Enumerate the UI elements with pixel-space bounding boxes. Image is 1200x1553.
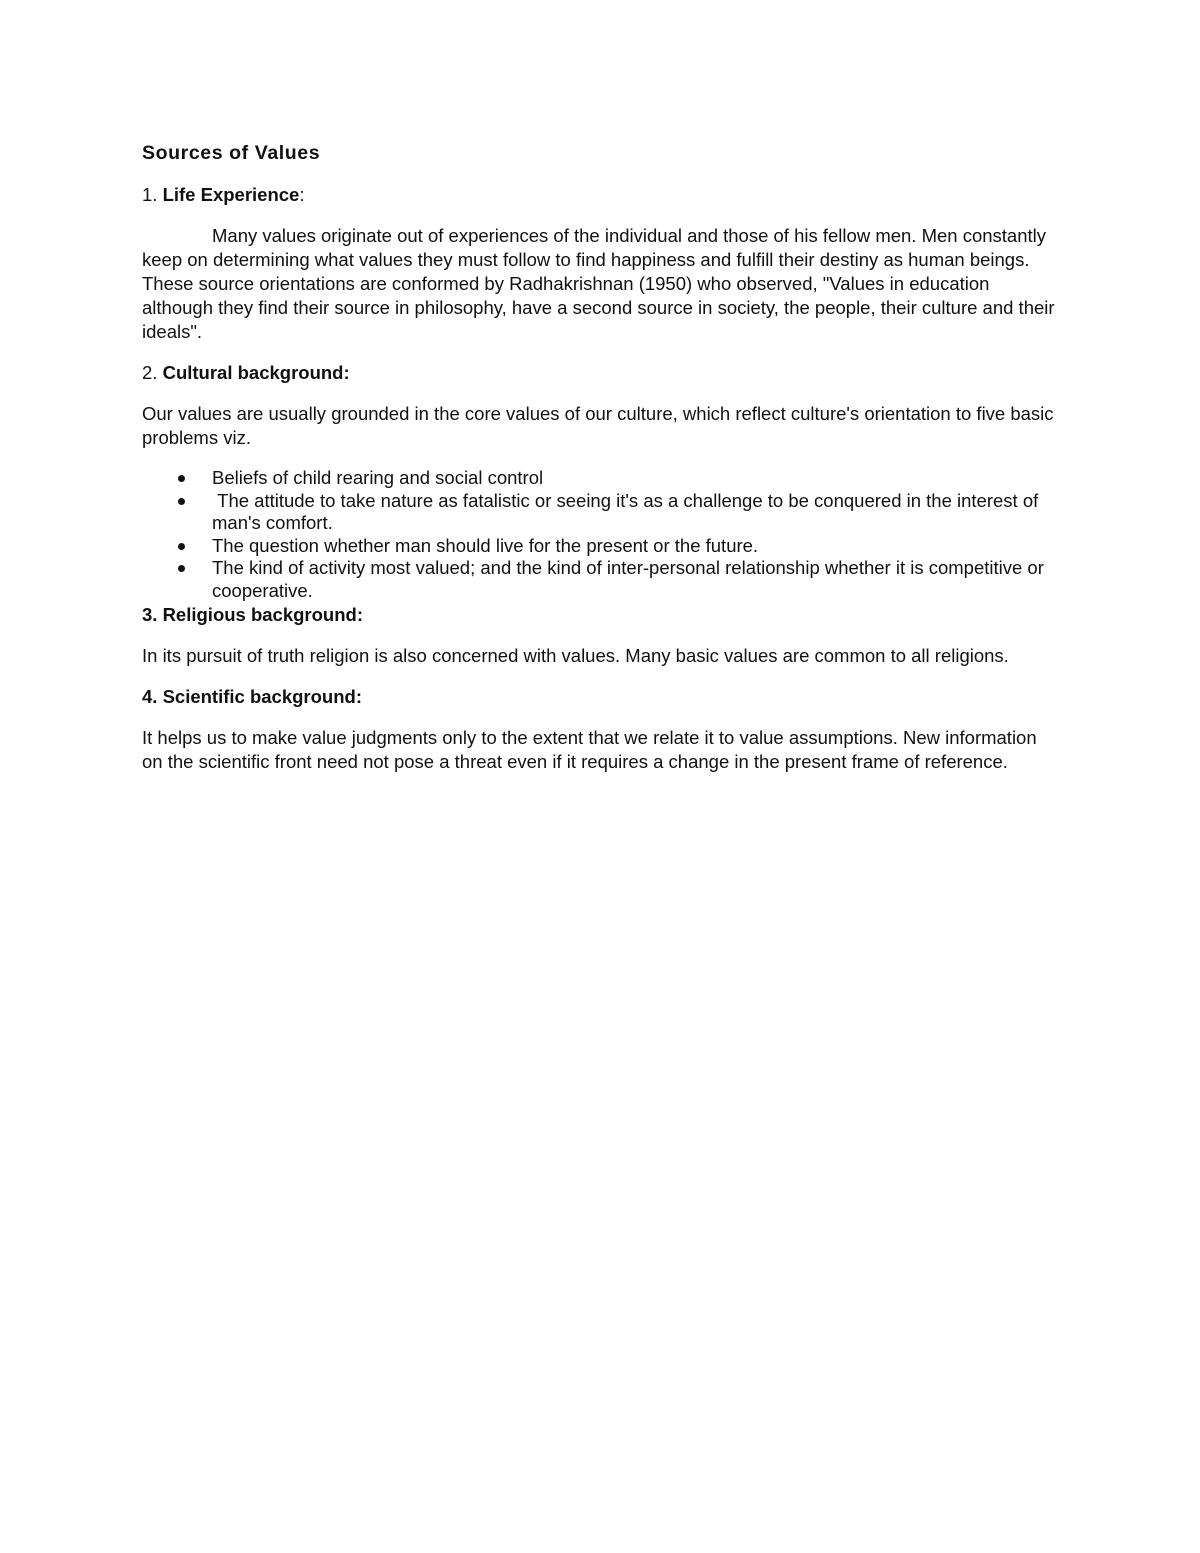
- document-content: [142, 140, 1062, 791]
- bullet-icon: [178, 498, 185, 505]
- section-2-bullet-list: [142, 467, 1062, 603]
- document-title: Sources of Values: [142, 142, 321, 164]
- section-2-number: 2.: [142, 362, 158, 383]
- section-4-heading: 4. Scientific background:: [142, 685, 362, 707]
- section-4-paragraph: It helps us to make value judgments only to the extent that we relate it to value assumptions. New information on the scientific front need not pose a threat even if it requires a change in the present frame of reference.: [142, 726, 1037, 772]
- section-1-title: Life Experience: [162, 184, 300, 205]
- section-1-heading: [142, 183, 1062, 207]
- bullet-text: The kind of activity most valued; and the kind of inter-personal relationship whether it is competitive or cooperative.: [212, 557, 1044, 601]
- bullet-text: The question whether man should live for the present or the future.: [212, 534, 759, 556]
- section-2-title: Cultural background:: [162, 362, 350, 383]
- bullet-item: [142, 490, 1062, 535]
- bullet-icon: [178, 565, 185, 572]
- bullet-item: [142, 467, 1062, 490]
- bullet-item: [142, 535, 1062, 558]
- bullet-icon: [178, 543, 185, 550]
- bullet-text: Beliefs of child rearing and social control: [212, 467, 544, 488]
- section-1-paragraph: Many values originate out of experiences of the individual and those of his fellow men. Men constantly keep on determining what values they must follow to find happiness and fulfill their destiny as human beings. These source orientations are conformed by Radhakrishnan (1950) who observed, "Values in education although they find their source in philosophy, have a second source in society, the people, their culture and their ideals".: [142, 225, 1055, 342]
- bullet-item: [142, 557, 1062, 602]
- section-1-heading-suffix: :: [299, 184, 305, 205]
- section-3-heading: 3. Religious background:: [142, 603, 363, 625]
- section-2-heading: [142, 361, 1062, 385]
- bullet-icon: [178, 475, 185, 482]
- section-2-paragraph: Our values are usually grounded in the core values of our culture, which reflect culture's orientation to five basic problems viz.: [142, 403, 1054, 448]
- section-3-paragraph: In its pursuit of truth religion is also concerned with values. Many basic values are common to all religions.: [142, 644, 1009, 666]
- section-1-number: 1.: [142, 184, 158, 205]
- bullet-text: The attitude to take nature as fatalistic or seeing it's as a challenge to be conquered in the interest of man's comfort.: [212, 489, 1044, 534]
